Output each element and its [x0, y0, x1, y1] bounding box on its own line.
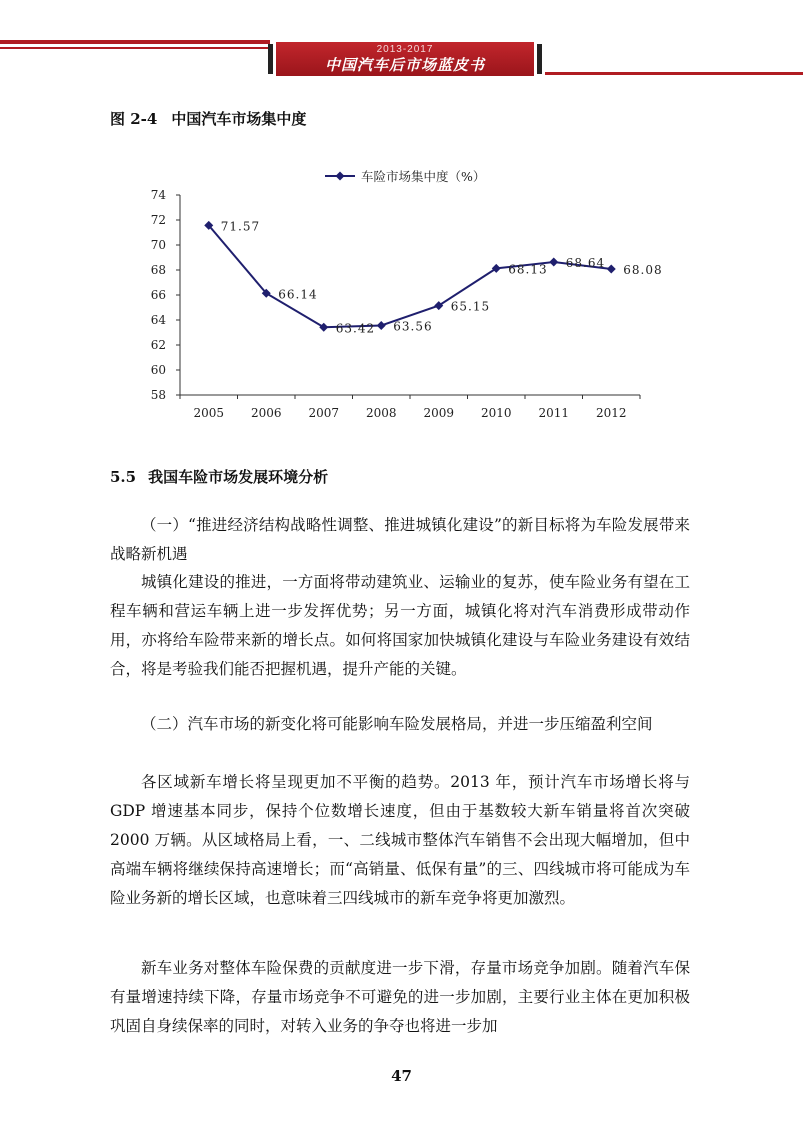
y-tick-label: 66: [150, 288, 166, 302]
y-tick-label: 64: [150, 313, 166, 327]
data-label: 71.57: [220, 219, 261, 234]
figure-number: 图 2-4: [110, 110, 158, 128]
y-tick-label: 58: [150, 388, 166, 402]
section-number: 5.5: [110, 468, 137, 486]
series-line: [209, 225, 612, 327]
y-tick-label: 70: [150, 238, 166, 252]
y-tick-label: 62: [150, 338, 166, 352]
header-bar-left: [268, 44, 273, 74]
legend-marker: [336, 172, 345, 181]
header-rule-bottom: [0, 47, 270, 49]
y-tick-label: 72: [150, 213, 166, 227]
x-tick-label: 2005: [193, 406, 225, 420]
paragraph-subheading-2: （二）汽车市场的新变化将可能影响车险发展格局，并进一步压缩盈利空间: [141, 715, 653, 733]
legend-label: 车险市场集中度（%）: [361, 169, 486, 184]
y-tick-label: 68: [150, 263, 166, 277]
data-label: 68.13: [508, 262, 548, 277]
x-tick-label: 2008: [365, 406, 397, 420]
x-tick-label: 2010: [480, 406, 512, 420]
data-label: 63.56: [393, 319, 433, 334]
figure-caption: [110, 108, 306, 129]
page-number: 47: [391, 1067, 412, 1085]
figure-title: 中国汽车市场集中度: [171, 110, 307, 128]
section-heading: [110, 466, 328, 487]
header-rule-top: [0, 40, 270, 44]
x-tick-label: 2011: [538, 406, 570, 420]
paragraph-body-3: 新车业务对整体车险保费的贡献度进一步下滑，存量市场竞争加剧。随着汽车保有量增速持续下降，存量市场竞争不可避免的进一步加剧，主要行业主体在更加积极巩固自身续保率的同时，对转入业务的争夺也将进一步加: [110, 959, 690, 1035]
data-point: [607, 265, 616, 274]
x-tick-label: 2006: [250, 406, 282, 420]
data-point: [549, 258, 558, 267]
x-tick-label: 2009: [423, 406, 455, 420]
data-label: 65.15: [450, 299, 491, 314]
data-label: 68.64: [565, 256, 606, 270]
section-title: 我国车险市场发展环境分析: [148, 468, 329, 486]
data-label: 63.42: [335, 321, 376, 336]
data-label: 68.08: [623, 263, 663, 277]
paragraph-subheading-1: （一）“推进经济结构战略性调整、推进城镇化建设”的新目标将为车险发展带来战略新机遇: [110, 516, 690, 563]
header-bar-right: [537, 44, 542, 74]
paragraph-body-1: 城镇化建设的推进，一方面将带动建筑业、运输业的复苏，使车险业务有望在工程车辆和营运车辆上进一步发挥优势；另一方面，城镇化将对汽车消费形成带动作用，亦将给车险带来新的增长点。如何将国家加快城镇化建设与车险业务建设有效结合，将是考验我们能否把握机遇，提升产能的关键。: [110, 573, 690, 678]
y-tick-label: 74: [150, 188, 166, 202]
paragraph-body-2: 各区域新车增长将呈现更加不平衡的趋势。2013 年，预计汽车市场增长将与 GDP 增速基本同步，保持个位数增长速度，但由于基数较大新车销量将首次突破 2000 万辆。从区域格局上看，一、二线城市整体汽车销售不会出现大幅增加，但中高端车辆将继续保持高速增长；而“高销量、低保有量”的三、四线城市将可能成为车险业务新的增长区域，也意味着三四线城市的新车竞争将更加激烈。: [110, 773, 690, 907]
data-point: [377, 321, 386, 330]
x-tick-label: 2007: [308, 406, 340, 420]
header-years: 2013-2017: [376, 44, 434, 55]
line-chart: [130, 160, 663, 430]
running-header: [276, 42, 534, 76]
header-title: 中国汽车后市场蓝皮书: [324, 56, 485, 74]
y-tick-label: 60: [150, 363, 166, 377]
data-label: 66.14: [278, 287, 318, 302]
header-rule-right: [545, 72, 803, 75]
data-point: [319, 323, 328, 332]
x-tick-label: 2012: [595, 406, 627, 420]
